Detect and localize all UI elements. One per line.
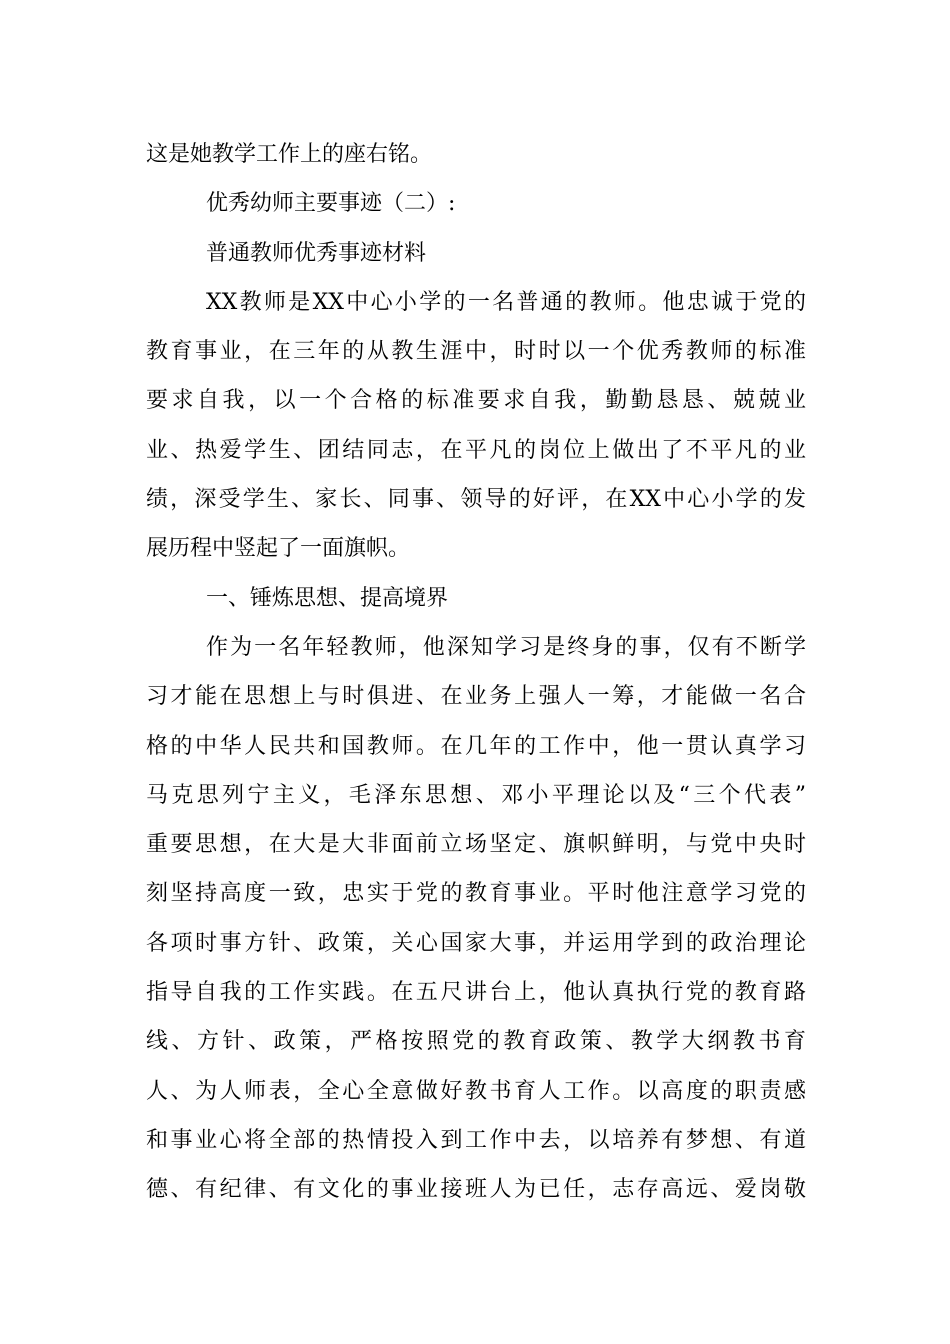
text-line: 习才能在思想上与时俱进、在业务上强人一筹，才能做一名合: [146, 684, 806, 710]
text-line: 刻坚持高度一致，忠实于党的教育事业。平时他注意学习党的: [146, 881, 806, 907]
text-line: 一、锤炼思想、提高境界: [206, 585, 449, 611]
text-line: 教育事业，在三年的从教生涯中，时时以一个优秀教师的标准: [146, 339, 806, 365]
text-line: 绩，深受学生、家长、同事、领导的好评，在XX中心小学的发: [146, 487, 806, 513]
text-line: 普通教师优秀事迹材料: [206, 240, 427, 266]
text-line: 和事业心将全部的热情投入到工作中去，以培养有梦想、有道: [146, 1127, 806, 1153]
text-line: 指导自我的工作实践。在五尺讲台上，他认真执行党的教育路: [146, 980, 806, 1006]
text-line: 优秀幼师主要事迹（二）:: [206, 191, 456, 217]
text-line: 作为一名年轻教师，他深知学习是终身的事，仅有不断学: [206, 634, 806, 660]
text-line: 重要思想，在大是大非面前立场坚定、旗帜鲜明，与党中央时: [146, 832, 806, 858]
text-line: 这是她教学工作上的座右铭。: [146, 142, 433, 167]
text-line: 业、热爱学生、团结同志，在平凡的岗位上做出了不平凡的业: [146, 437, 806, 463]
text-line: XX教师是XX中心小学的一名普通的教师。他忠诚于党的: [206, 289, 806, 315]
text-line: 德、有纪律、有文化的事业接班人为已任，志存高远、爱岗敬: [146, 1177, 806, 1203]
text-line: 要求自我，以一个合格的标准要求自我，勤勤恳恳、兢兢业: [146, 388, 806, 414]
text-line: 各项时事方针、政策，关心国家大事，并运用学到的政治理论: [146, 930, 806, 956]
text-line: 格的中华人民共和国教师。在几年的工作中，他一贯认真学习: [146, 733, 806, 759]
text-line: 线、方针、政策，严格按照党的教育政策、教学大纲教书育: [146, 1029, 806, 1055]
text-line: 展历程中竖起了一面旗帜。: [146, 536, 411, 562]
text-line: 人、为人师表，全心全意做好教书育人工作。以高度的职责感: [146, 1078, 806, 1104]
document-body: [146, 130, 806, 1215]
text-line: 马克思列宁主义，毛泽东思想、邓小平理论以及“三个代表”: [146, 782, 806, 808]
